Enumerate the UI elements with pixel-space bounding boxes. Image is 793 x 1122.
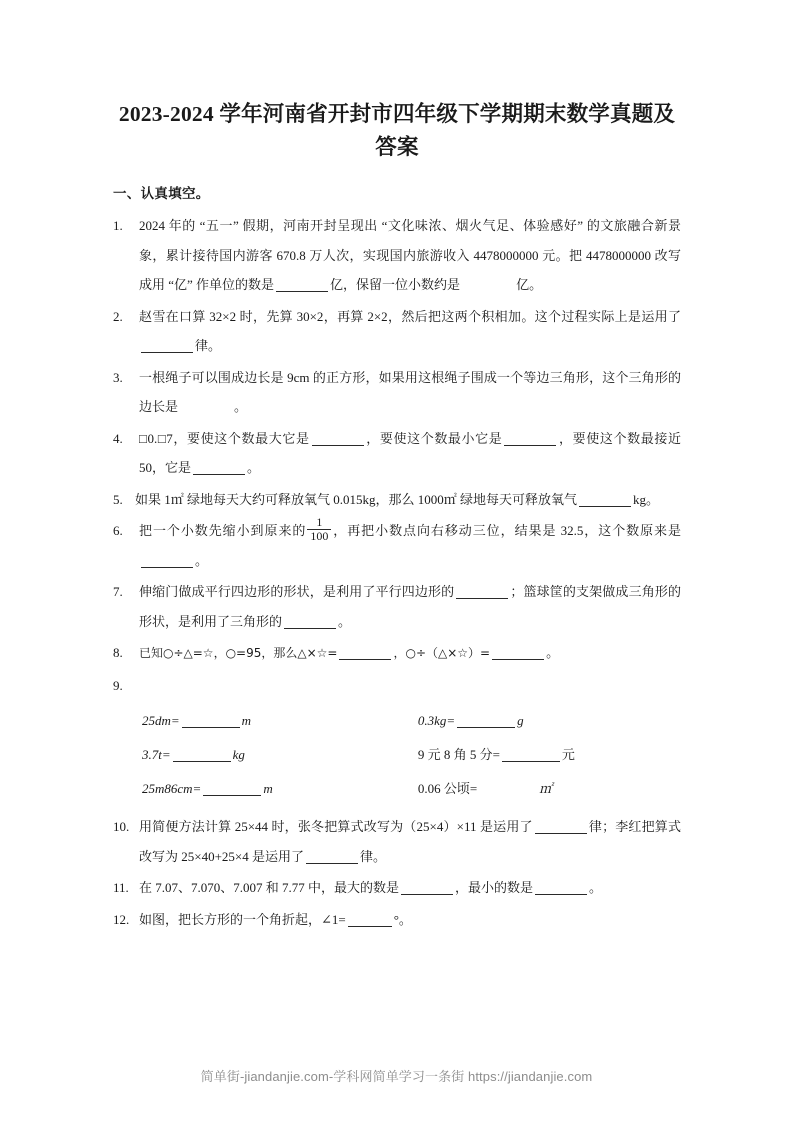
question-text <box>139 671 681 701</box>
question-text <box>139 363 681 422</box>
answer-blank[interactable] <box>193 460 245 475</box>
answer-blank[interactable] <box>306 849 358 864</box>
conversion-unit: 元 <box>561 747 575 762</box>
question-11-part-2: 。 <box>589 880 603 895</box>
conversion-unit: ㎡ <box>539 781 553 796</box>
question-6-part-2: 。 <box>195 552 209 568</box>
conversion-unit: m <box>241 713 252 728</box>
answer-blank[interactable] <box>401 880 453 895</box>
conversion-item <box>142 704 418 738</box>
section-heading: 一、认真填空。 <box>113 186 210 201</box>
question-8-part-2: 。 <box>546 645 560 660</box>
conversion-expression: 0.3kg= <box>417 713 456 728</box>
answer-blank[interactable] <box>312 431 364 446</box>
question-1 <box>113 211 681 300</box>
conversion-item <box>142 738 418 772</box>
conversion-item <box>418 738 681 772</box>
document-content <box>113 184 681 936</box>
question-11-part-0: 在 7.07、7.070、7.007 和 7.77 中，最大的数是 <box>139 880 400 895</box>
conversion-expression: 25m86cm= <box>142 781 202 796</box>
answer-blank[interactable] <box>492 645 544 660</box>
question-2 <box>113 302 681 361</box>
fraction-numerator: 1 <box>316 515 323 529</box>
answer-blank[interactable] <box>276 277 328 292</box>
answer-blank[interactable] <box>182 713 240 728</box>
question-7-part-0: 伸缩门做成平行四边形的形状，是利用了平行四边形的 <box>139 584 455 599</box>
question-number: 8. <box>113 645 123 660</box>
question-number: 1. <box>113 218 123 233</box>
conversion-expression: 9 元 8 角 5 分= <box>417 747 500 762</box>
answer-blank[interactable] <box>462 278 514 292</box>
question-4-part-1: ，要使这个数最小它是 <box>365 430 503 446</box>
question-text <box>139 873 681 903</box>
question-7-part-2: 。 <box>338 613 352 629</box>
conversion-item <box>418 772 681 806</box>
footer-watermark: 简单街-jiandanjie.com-学科网简单学习一条街 https://jiandanjie.com <box>200 1069 593 1084</box>
fraction-denominator: 100 <box>307 529 331 543</box>
question-9 <box>113 671 681 701</box>
answer-blank[interactable] <box>141 553 193 568</box>
answer-blank[interactable] <box>535 819 587 834</box>
fraction-one-hundredth <box>307 516 331 542</box>
question-3-part-1: 。 <box>234 399 248 414</box>
conversion-unit: kg <box>232 747 245 762</box>
answer-blank[interactable] <box>579 492 631 507</box>
unit-conversion-grid <box>113 704 681 806</box>
question-text <box>139 211 681 300</box>
question-text <box>139 905 681 935</box>
question-6 <box>113 516 681 575</box>
question-text <box>139 812 681 871</box>
question-7-part-1: ；篮球筐的支架做成三角形的形状，是利用了三角形的 <box>139 584 681 629</box>
question-12-part-1: °。 <box>393 911 412 927</box>
conversion-row <box>142 704 681 738</box>
question-5-part-1: kg。 <box>633 491 660 507</box>
question-number: 5. <box>113 491 123 507</box>
answer-blank[interactable] <box>284 614 336 629</box>
question-text <box>139 638 681 669</box>
question-text <box>139 516 681 575</box>
question-12 <box>113 905 681 935</box>
question-number: 3. <box>113 369 123 385</box>
question-4 <box>113 424 681 483</box>
question-6-part-0: 把一个小数先缩小到原来的 <box>139 523 307 538</box>
conversion-item <box>142 772 418 806</box>
question-4-part-3: 。 <box>247 460 261 475</box>
answer-blank[interactable] <box>504 431 556 446</box>
question-8-part-1: ，○÷（△×☆）= <box>393 646 491 660</box>
conversion-expression: 3.7t= <box>142 747 171 762</box>
conversion-expression: 0.06 公顷= <box>417 781 478 796</box>
question-2-part-0: 赵雪在口算 32×2 时，先算 30×2，再算 2×2，然后把这两个积相加。这个过程实际上是运用了 <box>139 308 681 324</box>
answer-blank[interactable] <box>502 747 560 762</box>
question-8 <box>113 638 681 669</box>
question-text <box>139 302 681 361</box>
answer-blank[interactable] <box>456 584 508 599</box>
question-number: 7. <box>113 584 123 599</box>
answer-blank[interactable] <box>457 713 515 728</box>
question-2-part-1: 律。 <box>195 338 222 353</box>
conversion-unit: g <box>517 713 524 728</box>
question-number: 4. <box>113 430 123 446</box>
question-number: 10. <box>113 819 130 834</box>
question-text <box>139 577 681 636</box>
question-text <box>135 485 681 515</box>
page-title: 2023-2024 学年河南省开封市四年级下学期期末数学真题及答案 <box>118 102 676 159</box>
question-8-part-0: 已知○÷△=☆，○=95，那么△×☆= <box>139 646 338 660</box>
question-4-part-2: ，要使这个数最接近 50，它是 <box>139 430 681 475</box>
question-1-part-0: 2024 年的 “五一” 假期，河南开封呈现出 “文化味浓、烟火气足、体验感好” 的文旅融合新景象，累计接待国内游客 670.8 万人次，实现国内旅游收入 4478000000 元。把 4478000000 改写成用 “亿” 作单位的数是 <box>139 218 681 292</box>
conversion-expression: 25dm= <box>142 713 180 728</box>
answer-blank[interactable] <box>173 747 231 762</box>
conversion-row <box>142 738 681 772</box>
conversion-unit: m <box>263 781 273 796</box>
question-1-part-1: 亿，保留一位小数约是 <box>330 277 461 292</box>
question-5-part-0: 如果 1㎡ 绿地每天大约可释放氧气 0.015kg，那么 1000㎡ 绿地每天可释放氧气 <box>135 491 578 507</box>
question-10 <box>113 812 681 871</box>
question-1-part-2: 亿。 <box>516 277 543 292</box>
question-6-part-1: ，再把小数点向右移动三位，结果是 32.5，这个数原来是 <box>332 523 681 538</box>
answer-blank[interactable] <box>348 912 392 927</box>
conversion-row <box>142 772 681 806</box>
answer-blank[interactable] <box>479 782 537 796</box>
question-number: 9. <box>113 677 123 693</box>
question-number: 12. <box>113 911 130 927</box>
question-4-part-0: □0.□7，要使这个数最大它是 <box>139 430 310 446</box>
answer-blank[interactable] <box>203 781 261 796</box>
question-number: 2. <box>113 308 123 324</box>
question-3-part-0: 一根绳子可以围成边长是 9cm 的正方形，如果用这根绳子围成一个等边三角形，这个三角形的边长是 <box>139 369 681 414</box>
answer-blank[interactable] <box>141 338 193 353</box>
answer-blank[interactable] <box>535 880 587 895</box>
question-10-part-2: 律。 <box>360 848 387 864</box>
question-5 <box>113 485 681 515</box>
question-12-part-0: 如图，把长方形的一个角折起，∠1= <box>139 911 346 927</box>
question-10-part-0: 用简便方法计算 25×44 时，张冬把算式改写为（25×4）×11 是运用了 <box>139 819 533 834</box>
question-number: 6. <box>113 523 123 538</box>
question-number: 11. <box>113 880 129 895</box>
question-text <box>139 424 681 483</box>
question-3 <box>113 363 681 422</box>
question-11 <box>113 873 681 903</box>
question-11-part-1: ，最小的数是 <box>455 880 534 895</box>
answer-blank[interactable] <box>339 645 391 660</box>
question-10-part-1: 律；李红把算式改写为 25×40+25×4 是运用了 <box>139 819 681 864</box>
answer-blank[interactable] <box>180 400 232 414</box>
question-7 <box>113 577 681 636</box>
conversion-item <box>418 704 681 738</box>
